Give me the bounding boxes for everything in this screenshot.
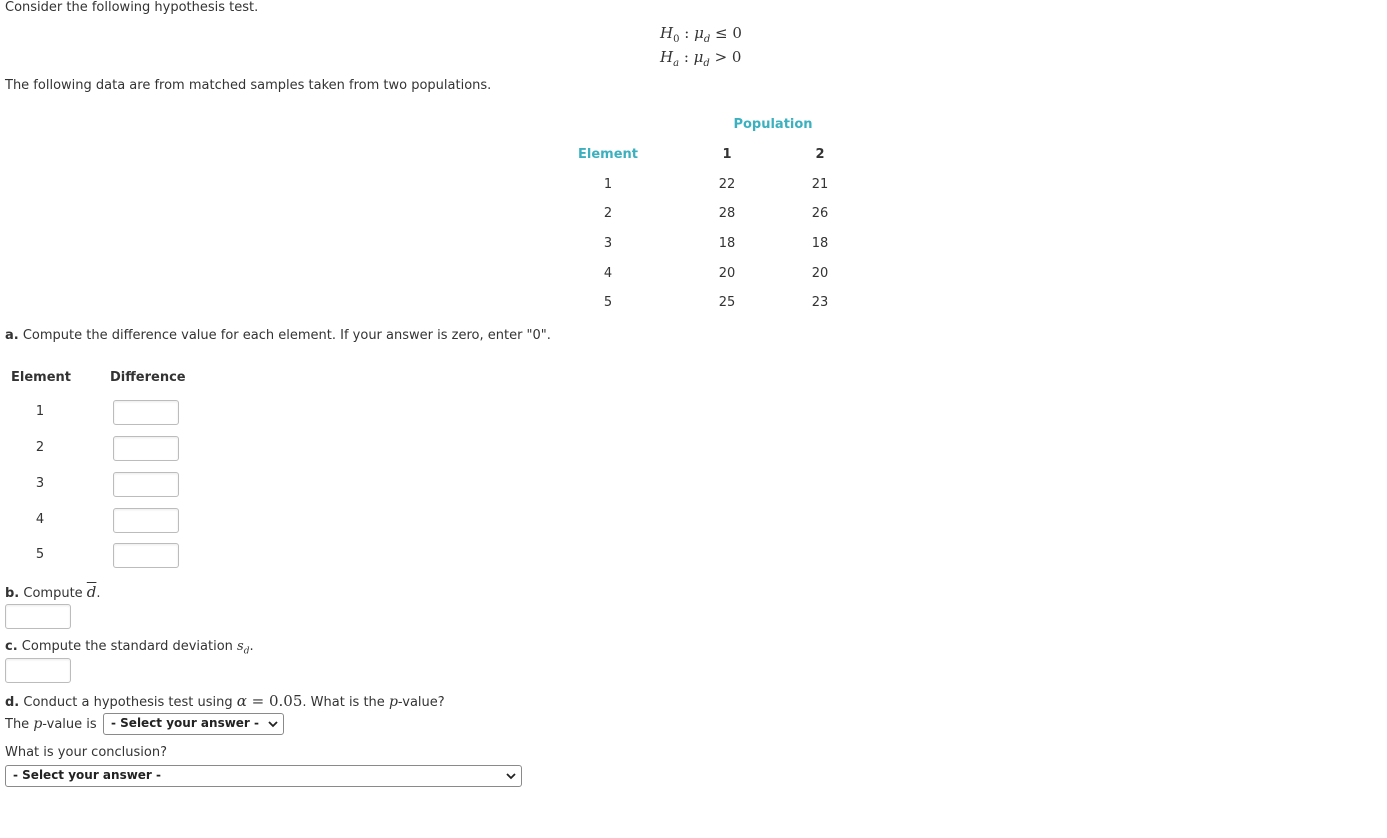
population-1-cell: 18 [718,236,736,251]
part-a-text: Compute the difference value for each element. If your answer is zero, enter "0". [18,328,551,343]
part-d-letter: d. [5,695,20,710]
pvalue-label: The p-value is [5,716,97,732]
population-1-cell: 25 [718,295,736,310]
population-1-cell: 28 [718,206,736,221]
d-bar-symbol: $\overline{d}$ [86,583,97,601]
difference-element-label: 1 [35,404,45,419]
population-header: Population [733,117,813,132]
population-1-cell: 22 [718,177,736,192]
conclusion-select[interactable] [5,765,522,787]
part-a-letter: a. [5,328,19,343]
population-2-cell: 20 [811,266,829,281]
difference-input-5[interactable] [113,543,179,568]
alternative-hypothesis: $H_a$ : $\mu_d > 0$ [660,48,742,69]
element-cell: 2 [603,206,613,221]
difference-input-2[interactable] [113,436,179,461]
difference-input-3[interactable] [113,472,179,497]
chevron-down-icon [505,770,517,782]
element-cell: 5 [603,295,613,310]
element-cell: 3 [603,236,613,251]
part-d-prompt: d. Conduct a hypothesis test using α = 0.05. What is the p-value? [5,692,445,710]
difference-element-label: 2 [35,440,45,455]
difference-header: Difference [110,370,186,385]
difference-input-4[interactable] [113,508,179,533]
difference-element-label: 5 [35,547,45,562]
pvalue-select-value: - Select your answer - [111,716,260,730]
std-dev-input[interactable] [5,658,71,683]
element-cell: 4 [603,266,613,281]
part-b-prompt: b. Compute $\overline{d}$. [5,583,101,601]
pvalue-select[interactable] [103,713,284,735]
population-2-cell: 18 [811,236,829,251]
difference-element-header: Element [11,370,71,385]
s-d-symbol: $s_d$ [237,639,250,657]
intro-text: Consider the following hypothesis test. [5,0,259,15]
chevron-down-icon [267,718,279,730]
difference-element-label: 3 [35,476,45,491]
conclusion-select-value: - Select your answer - [13,768,162,782]
difference-input-1[interactable] [113,400,179,425]
population-2-cell: 21 [811,177,829,192]
part-a-prompt [5,328,551,343]
population-2-header: 2 [815,147,825,162]
element-cell: 1 [603,177,613,192]
part-c-letter: c. [5,639,18,654]
population-1-header: 1 [722,147,732,162]
element-header: Element [578,147,638,162]
null-hypothesis: $H_0$ : $\mu_d \le 0$ [660,24,742,45]
population-2-cell: 23 [811,295,829,310]
part-c-prompt: c. Compute the standard deviation $s_d$. [5,639,254,657]
difference-element-label: 4 [35,512,45,527]
conclusion-label: What is your conclusion? [5,745,167,760]
population-1-cell: 20 [718,266,736,281]
d-bar-input[interactable] [5,604,71,629]
part-b-letter: b. [5,586,20,601]
population-2-cell: 26 [811,206,829,221]
data-intro-text: The following data are from matched samples taken from two populations. [5,78,492,93]
